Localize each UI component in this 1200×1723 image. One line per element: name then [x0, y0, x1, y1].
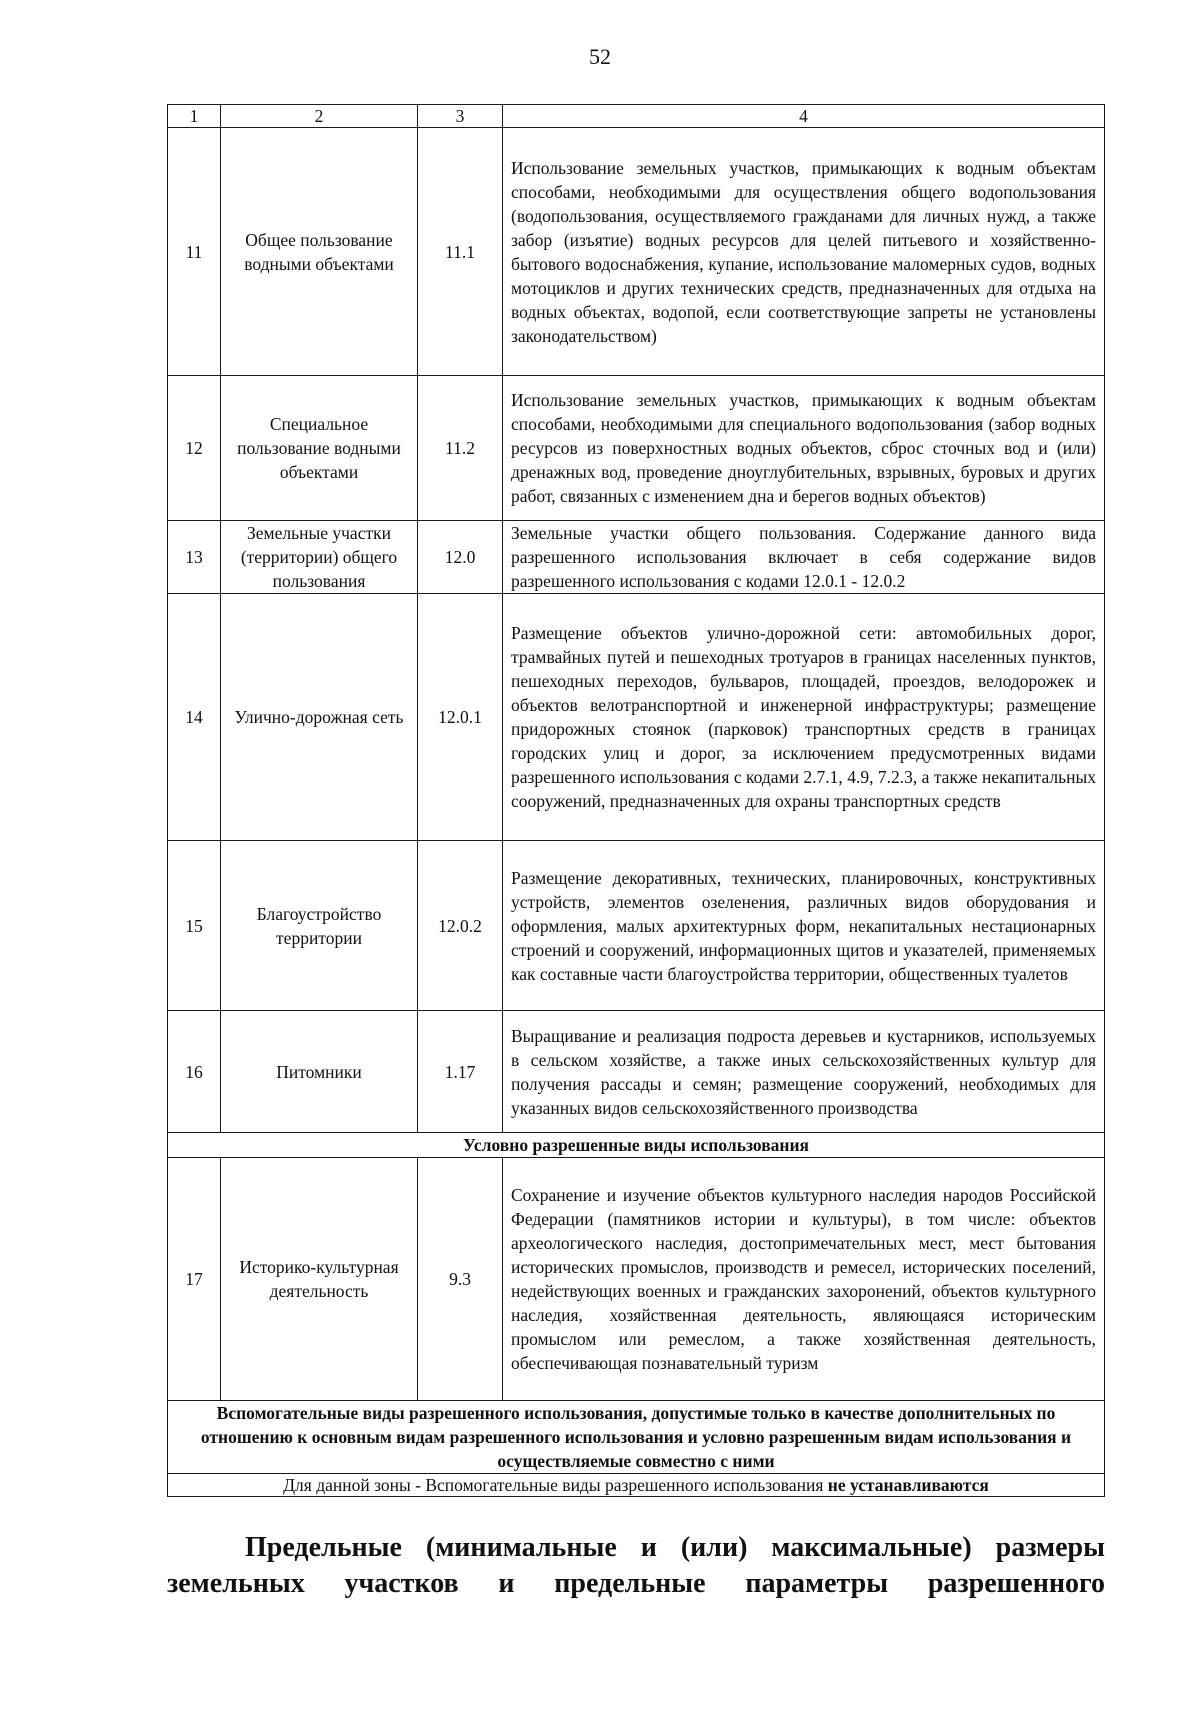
land-use-name: Общее пользование водными объектами — [221, 128, 418, 376]
land-use-name: Специальное пользование водными объектами — [221, 376, 418, 521]
table-header-row — [168, 105, 1105, 128]
header-col-2: 2 — [221, 105, 418, 128]
row-number: 16 — [168, 1011, 221, 1133]
table-row — [168, 1011, 1105, 1133]
land-use-description: Земельные участки общего пользования. Содержание данного вида разрешенного использования включает в себя содержание видов разрешенного использования с кодами 12.0.1 - 12.0.2 — [503, 521, 1105, 594]
land-use-description: Размещение объектов улично-дорожной сети: автомобильных дорог, трамвайных путей и пешеходных тротуаров в границах населенных пунктов, пешеходных переходов, бульваров, площадей, проездов, велодорожек и объектов велотранспортной и инженерной инфраструктуры; размещение придорожных стоянок (парковок) транспортных средств в границах городских улиц и дорог, за исключением предусмотренных видами разрешенного использования с кодами 2.7.1, 4.9, 7.2.3, а также некапитальных сооружений, предназначенных для охраны транспортных средств — [503, 594, 1105, 841]
row-number: 15 — [168, 841, 221, 1011]
land-use-code: 12.0 — [418, 521, 503, 594]
land-use-description: Сохранение и изучение объектов культурного наследия народов Российской Федерации (памятников истории и культуры), в том числе: объектов археологического наследия, достопримечательных мест, мест бытования исторических промыслов, производств и ремесел, исторических поселений, недействующих военных и гражданских захоронений, объектов культурного наследия, хозяйственная деятельность, являющаяся историческим промыслом или ремеслом, а также хозяйственная деятельность, обеспечивающая познавательный туризм — [503, 1158, 1105, 1401]
section-heading-line-1: Предельные (минимальные и (или) максимальные) размеры — [245, 1532, 1105, 1563]
section-heading — [167, 1530, 1105, 1602]
auxiliary-section-row — [168, 1401, 1105, 1474]
land-use-description: Использование земельных участков, примыкающих к водным объектам способами, необходимыми для осуществления общего водопользования (водопользования, осуществляемого гражданами для личных нужд, а также забор (изъятие) водных ресурсов для целей питьевого и хозяйственно-бытового водоснабжения, купание, использование маломерных судов, водных мотоциклов и других технических средств, предназначенных для отдыха на водных объектах, водопой, если соответствующие запреты не установлены законодательством) — [503, 128, 1105, 376]
land-use-code: 11.1 — [418, 128, 503, 376]
header-col-4: 4 — [503, 105, 1105, 128]
land-use-name: Историко-культурная деятельность — [221, 1158, 418, 1401]
land-use-code: 9.3 — [418, 1158, 503, 1401]
row-number: 14 — [168, 594, 221, 841]
table-row — [168, 128, 1105, 376]
land-use-table — [167, 104, 1105, 1497]
land-use-code: 1.17 — [418, 1011, 503, 1133]
land-use-code: 12.0.1 — [418, 594, 503, 841]
land-use-name: Улично-дорожная сеть — [221, 594, 418, 841]
land-use-name: Благоустройство территории — [221, 841, 418, 1011]
table-row — [168, 376, 1105, 521]
header-col-1: 1 — [168, 105, 221, 128]
conditional-section-row — [168, 1133, 1105, 1158]
auxiliary-section-title: Вспомогательные виды разрешенного использования, допустимые только в качестве дополнительных по отношению к основным видам разрешенного использования и условно разрешенным видам использования и осуществляемые совместно с ними — [168, 1401, 1105, 1474]
table-row — [168, 841, 1105, 1011]
page-number: 52 — [589, 44, 611, 69]
conditional-section-title: Условно разрешенные виды использования — [168, 1133, 1105, 1158]
zone-note-emphasis: не устанавливаются — [827, 1475, 989, 1495]
row-number: 12 — [168, 376, 221, 521]
table-row — [168, 1158, 1105, 1401]
header-col-3: 3 — [418, 105, 503, 128]
note-row — [168, 1474, 1105, 1497]
land-use-description: Размещение декоративных, технических, планировочных, конструктивных устройств, элементов озеленения, различных видов оборудования и оформления, малых архитектурных форм, некапитальных нестационарных строений и сооружений, информационных щитов и указателей, применяемых как составные части благоустройства территории, общественных туалетов — [503, 841, 1105, 1011]
table-row — [168, 594, 1105, 841]
land-use-description: Использование земельных участков, примыкающих к водным объектам способами, необходимыми для специального водопользования (забор водных ресурсов из поверхностных водных объектов, сброс сточных вод и (или) дренажных вод, проведение дноуглубительных, взрывных, буровых и других работ, связанных с изменением дна и берегов водных объектов) — [503, 376, 1105, 521]
land-use-name: Земельные участки (территории) общего пользования — [221, 521, 418, 594]
land-use-description: Выращивание и реализация подроста деревьев и кустарников, используемых в сельском хозяйстве, а также иных сельскохозяйственных культур для получения рассады и семян; размещение сооружений, необходимых для указанных видов сельскохозяйственного производства — [503, 1011, 1105, 1133]
land-use-name: Питомники — [221, 1011, 418, 1133]
section-heading-line-2: земельных участков и предельные параметры разрешенного — [167, 1568, 1105, 1599]
zone-note — [168, 1474, 1105, 1497]
row-number: 17 — [168, 1158, 221, 1401]
row-number: 11 — [168, 128, 221, 376]
zone-note-text: Для данной зоны - Вспомогательные виды разрешенного использования — [283, 1475, 828, 1495]
row-number: 13 — [168, 521, 221, 594]
land-use-code: 11.2 — [418, 376, 503, 521]
table-row — [168, 521, 1105, 594]
land-use-code: 12.0.2 — [418, 841, 503, 1011]
